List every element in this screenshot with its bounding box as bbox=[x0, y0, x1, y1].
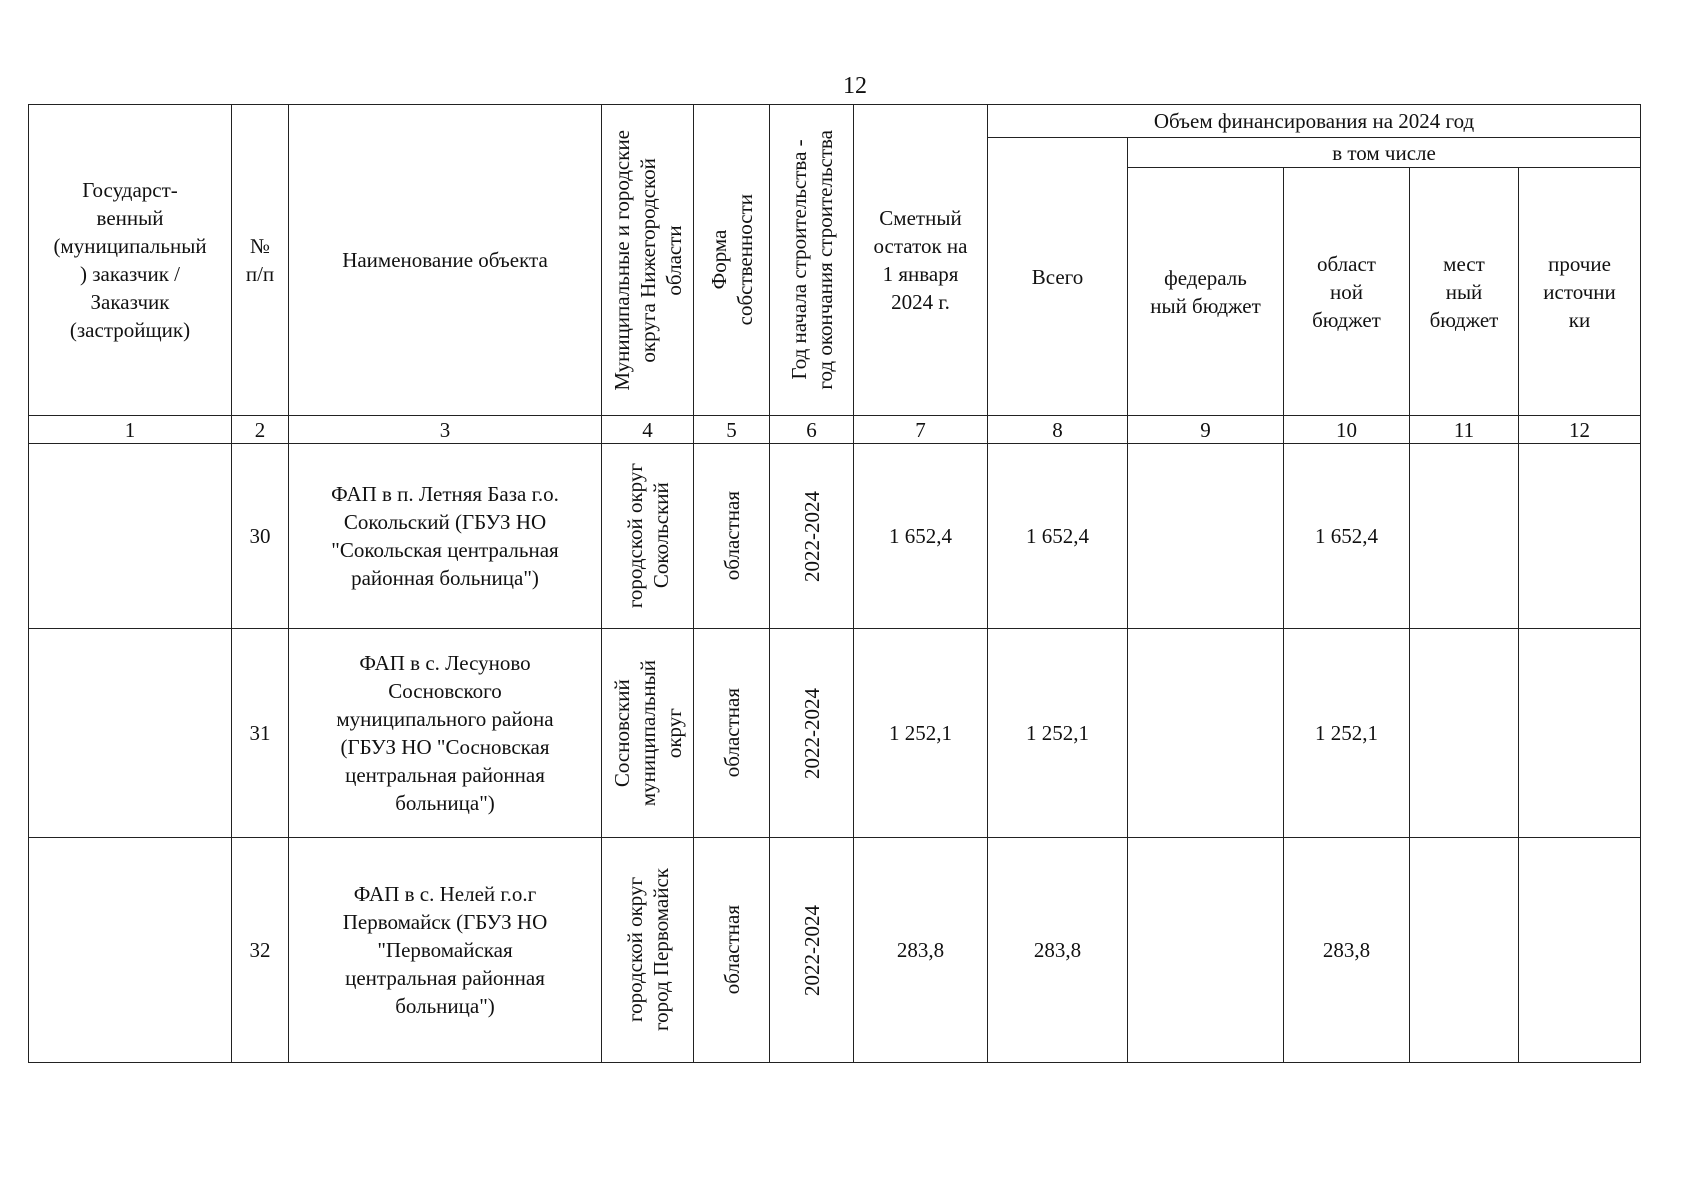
column-number: 1 bbox=[29, 416, 232, 444]
column-number: 12 bbox=[1519, 416, 1641, 444]
cell-estimate: 283,8 bbox=[854, 838, 988, 1063]
cell-regional: 283,8 bbox=[1284, 838, 1410, 1063]
cell-total: 1 252,1 bbox=[988, 629, 1128, 838]
cell-years: 2022-2024 bbox=[770, 444, 854, 629]
cell-object-name: ФАП в с. Нелей г.о.г Первомайск (ГБУЗ НО "Первомайская центральная районная больница") bbox=[289, 838, 602, 1063]
financing-table bbox=[28, 104, 1641, 1063]
cell-customer bbox=[29, 629, 232, 838]
cell-years: 2022-2024 bbox=[770, 838, 854, 1063]
cell-customer bbox=[29, 838, 232, 1063]
column-number: 9 bbox=[1128, 416, 1284, 444]
cell-customer bbox=[29, 444, 232, 629]
column-number: 3 bbox=[289, 416, 602, 444]
table-row bbox=[29, 444, 1641, 629]
header-customer: Государст- венный (муниципальный ) заказчик / Заказчик (застройщик) bbox=[29, 105, 232, 416]
cell-local bbox=[1410, 629, 1519, 838]
cell-municipality: городской округ Сокольский bbox=[602, 444, 694, 629]
cell-total: 283,8 bbox=[988, 838, 1128, 1063]
column-number: 2 bbox=[232, 416, 289, 444]
header-object-name: Наименование объекта bbox=[289, 105, 602, 416]
cell-federal bbox=[1128, 629, 1284, 838]
cell-regional: 1 652,4 bbox=[1284, 444, 1410, 629]
cell-estimate: 1 252,1 bbox=[854, 629, 988, 838]
cell-municipality: Сосновский муниципальный округ bbox=[602, 629, 694, 838]
cell-local bbox=[1410, 444, 1519, 629]
column-number: 4 bbox=[602, 416, 694, 444]
column-number: 11 bbox=[1410, 416, 1519, 444]
table-row bbox=[29, 629, 1641, 838]
cell-number: 30 bbox=[232, 444, 289, 629]
cell-other bbox=[1519, 838, 1641, 1063]
column-number: 10 bbox=[1284, 416, 1410, 444]
header-other: прочие источни ки bbox=[1519, 168, 1641, 416]
cell-other bbox=[1519, 629, 1641, 838]
cell-local bbox=[1410, 838, 1519, 1063]
header-estimate: Сметный остаток на 1 января 2024 г. bbox=[854, 105, 988, 416]
column-number: 6 bbox=[770, 416, 854, 444]
table-row bbox=[29, 838, 1641, 1063]
cell-ownership: областная bbox=[694, 444, 770, 629]
header-number: № п/п bbox=[232, 105, 289, 416]
header-ownership: Форма собственности bbox=[694, 105, 770, 416]
column-number-row bbox=[29, 416, 1641, 444]
header-financing-title: Объем финансирования на 2024 год bbox=[988, 105, 1641, 138]
cell-federal bbox=[1128, 444, 1284, 629]
cell-municipality: городской округ город Первомайск bbox=[602, 838, 694, 1063]
header-local: мест ный бюджет bbox=[1410, 168, 1519, 416]
cell-number: 31 bbox=[232, 629, 289, 838]
column-number: 7 bbox=[854, 416, 988, 444]
cell-years: 2022-2024 bbox=[770, 629, 854, 838]
cell-other bbox=[1519, 444, 1641, 629]
header-years: Год начала строительства - год окончания строительства bbox=[770, 105, 854, 416]
column-number: 8 bbox=[988, 416, 1128, 444]
header-federal: федераль ный бюджет bbox=[1128, 168, 1284, 416]
cell-estimate: 1 652,4 bbox=[854, 444, 988, 629]
cell-number: 32 bbox=[232, 838, 289, 1063]
cell-ownership: областная bbox=[694, 629, 770, 838]
header-regional: област ной бюджет bbox=[1284, 168, 1410, 416]
cell-federal bbox=[1128, 838, 1284, 1063]
cell-ownership: областная bbox=[694, 838, 770, 1063]
page-number: 12 bbox=[843, 73, 867, 99]
header-total: Всего bbox=[988, 138, 1128, 416]
cell-object-name: ФАП в п. Летняя База г.о. Сокольский (ГБУЗ НО "Сокольская центральная районная больница") bbox=[289, 444, 602, 629]
header-municipality: Муниципальные и городские округа Нижегородской области bbox=[602, 105, 694, 416]
header-including: в том числе bbox=[1128, 138, 1641, 168]
cell-regional: 1 252,1 bbox=[1284, 629, 1410, 838]
cell-object-name: ФАП в с. Лесуново Сосновского муниципального района (ГБУЗ НО "Сосновская центральная районная больница") bbox=[289, 629, 602, 838]
column-number: 5 bbox=[694, 416, 770, 444]
cell-total: 1 652,4 bbox=[988, 444, 1128, 629]
header-row bbox=[29, 105, 1641, 138]
